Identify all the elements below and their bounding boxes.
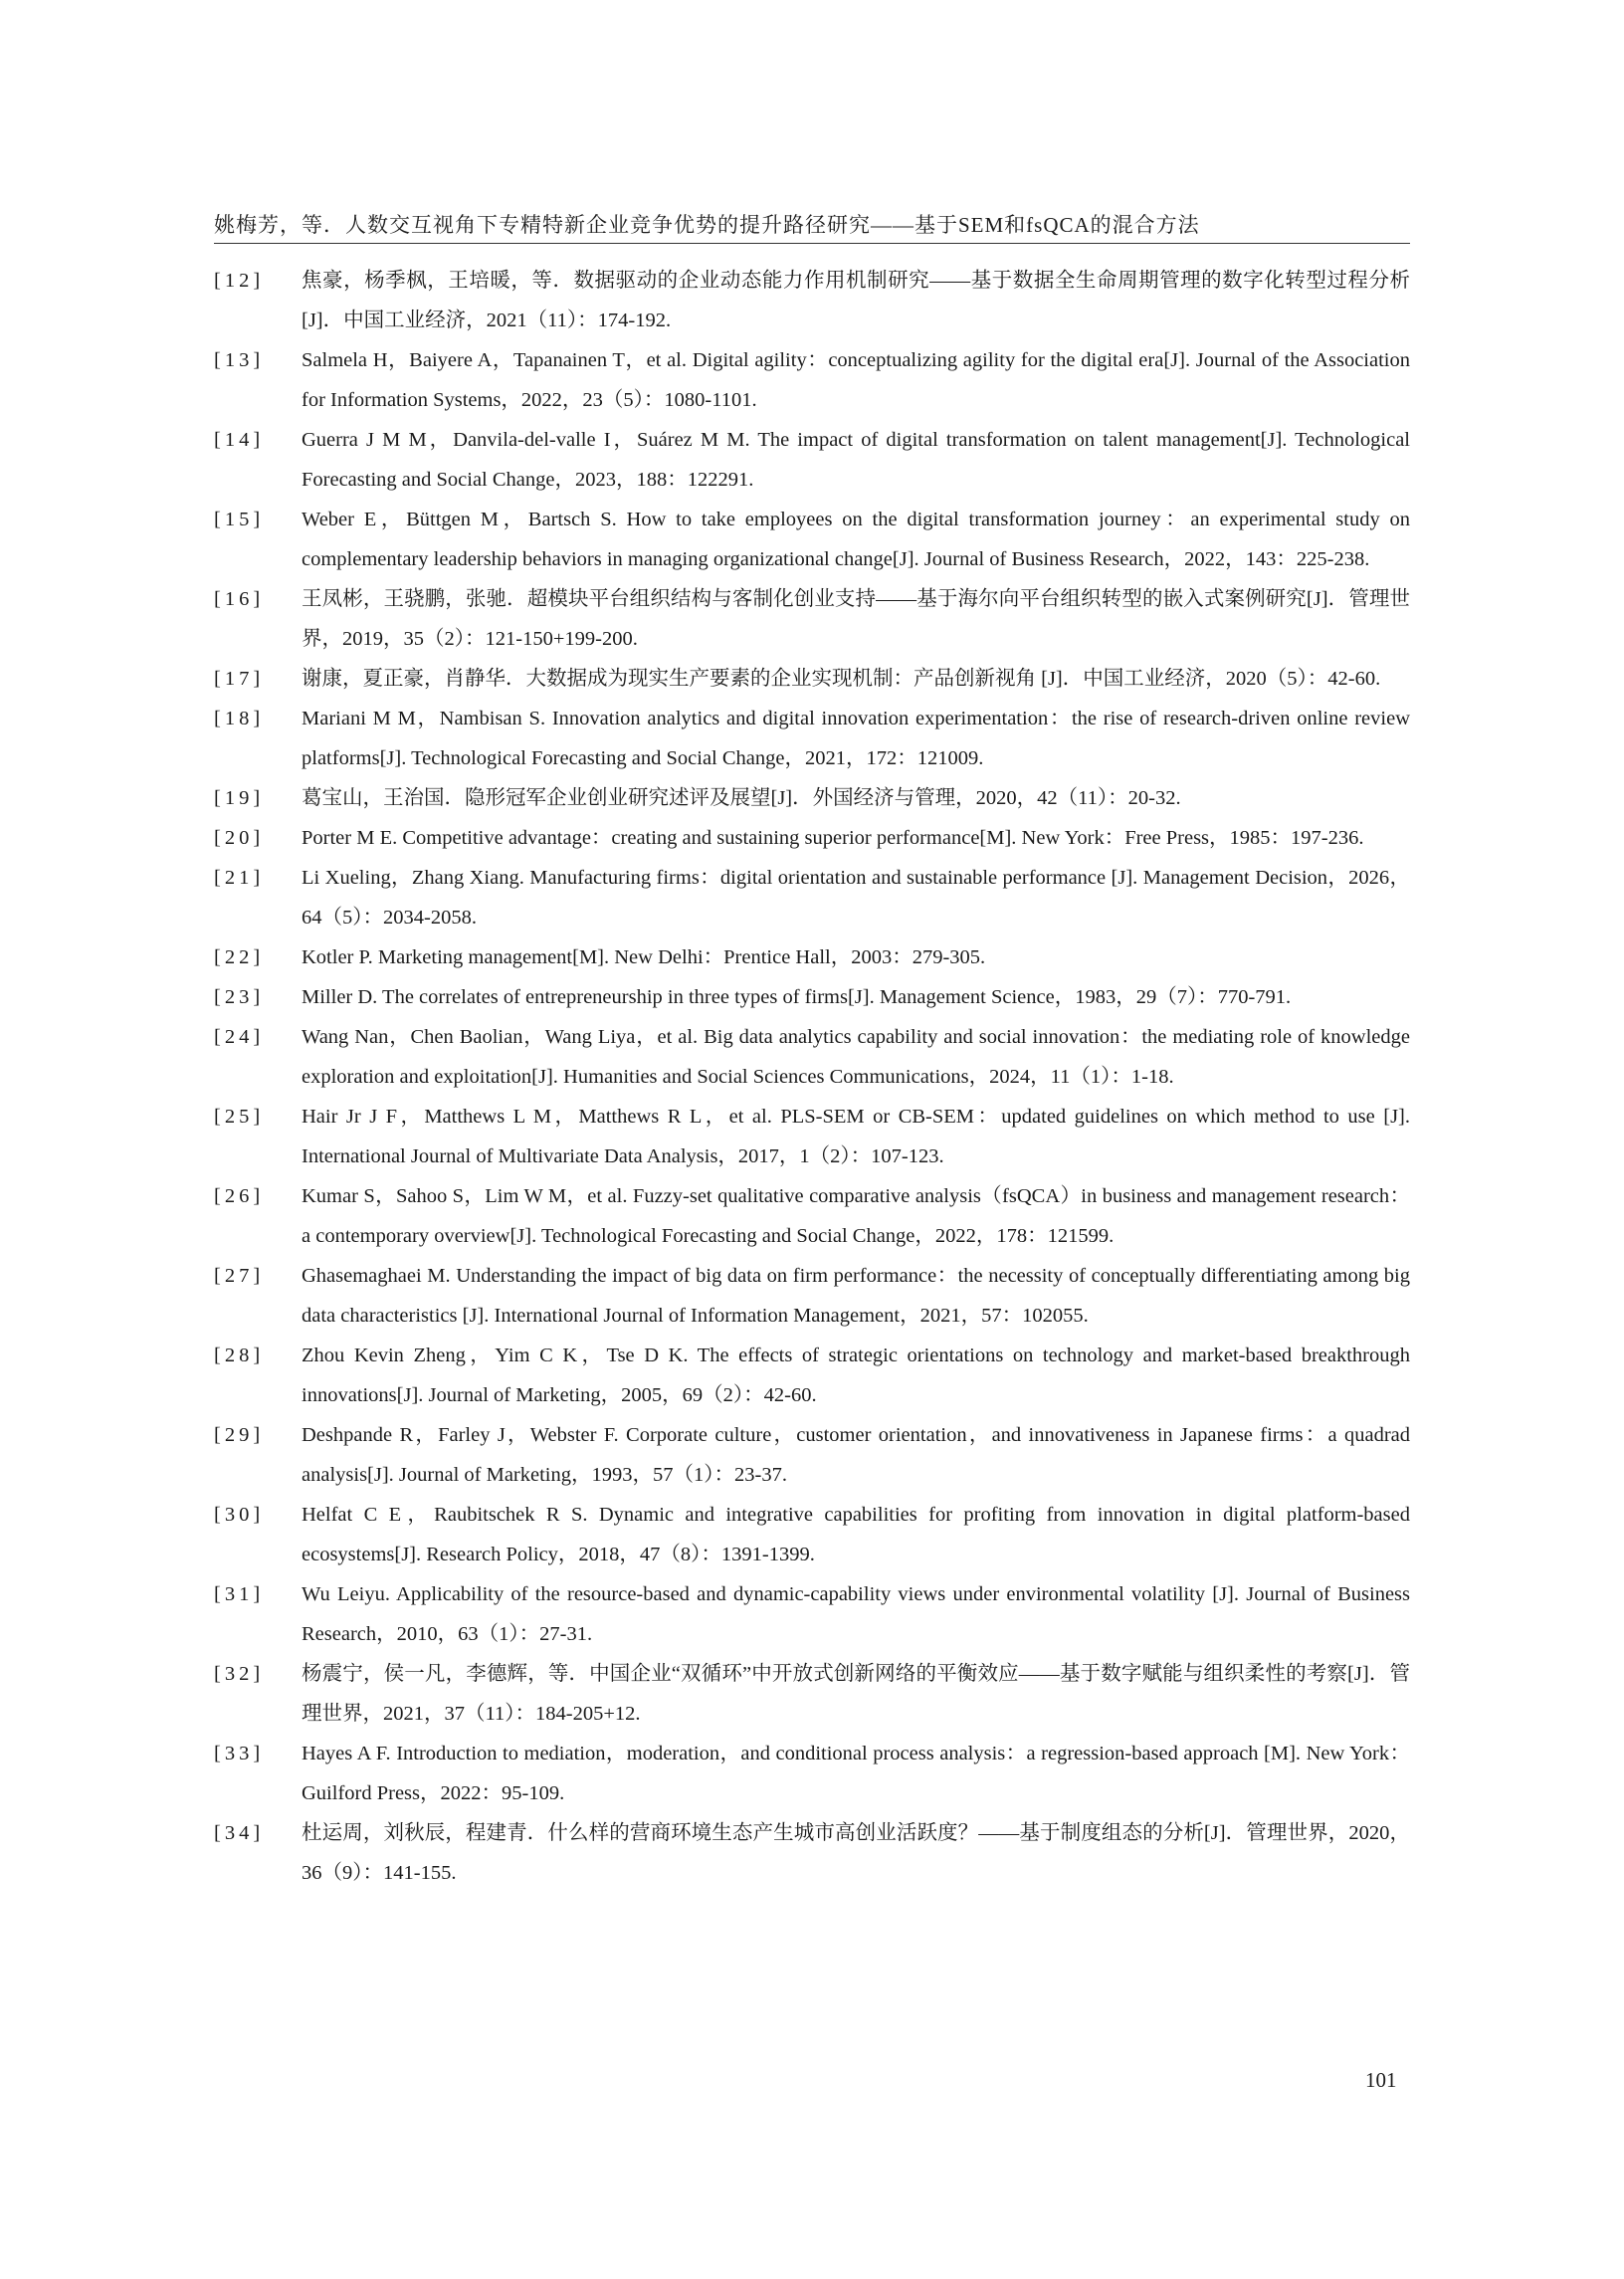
reference-text: 谢康，夏正豪，肖静华．大数据成为现实生产要素的企业实现机制：产品创新视角 [J]．中国工业经济，2020（5）：42-60. (302, 668, 1381, 690)
reference-number: [26] (214, 1185, 265, 1207)
reference-item (214, 1813, 1410, 1893)
reference-text: Kotler P. Marketing management[M]. New Delhi：Prentice Hall，2003：279-305. (302, 946, 986, 968)
reference-item (214, 1176, 1410, 1256)
reference-item (214, 340, 1410, 420)
reference-number: [25] (214, 1106, 265, 1128)
reference-text: Miller D. The correlates of entrepreneurship in three types of firms[J]. Management Science，1983，29（7）：770-791. (302, 986, 1292, 1008)
reference-number: [29] (214, 1424, 265, 1446)
reference-number: [19] (214, 787, 265, 809)
running-header: 姚梅芳，等．人数交互视角下专精特新企业竞争优势的提升路径研究——基于SEM和fsQCA的混合方法 (214, 213, 1200, 237)
reference-number: [18] (214, 708, 265, 729)
reference-item (214, 1415, 1410, 1495)
reference-text: 杨震宁，侯一凡，李德辉，等．中国企业“双循环”中开放式创新网络的平衡效应——基于数字赋能与组织柔性的考察[J]．管理世界，2021，37（11）：184-205+12. (302, 1663, 1410, 1725)
reference-number: [33] (214, 1743, 265, 1764)
reference-number: [15] (214, 509, 265, 530)
header-rule (214, 243, 1410, 244)
reference-item (214, 1734, 1410, 1813)
reference-item (214, 500, 1410, 579)
reference-number: [16] (214, 588, 265, 610)
reference-number: [22] (214, 946, 265, 968)
reference-item (214, 1495, 1410, 1574)
reference-text: Helfat C E，Raubitschek R S. Dynamic and integrative capabilities for profiting from innovation in digital platform-based ecosystems[J]. Research Policy，2018，47（8）：1391-1399. (302, 1504, 1410, 1565)
reference-number: [27] (214, 1265, 265, 1287)
reference-text: 杜运周，刘秋辰，程建青．什么样的营商环境生态产生城市高创业活跃度？——基于制度组态的分析[J]．管理世界，2020，36（9）：141-155. (302, 1822, 1410, 1884)
reference-item (214, 977, 1410, 1017)
reference-number: [14] (214, 429, 265, 451)
reference-number: [28] (214, 1345, 265, 1366)
reference-text: Zhou Kevin Zheng，Yim C K，Tse D K. The effects of strategic orientations on technology and market-based breakthrough innovations[J]. Journal of Marketing，2005，69（2）：42-60. (302, 1345, 1410, 1406)
reference-text: Li Xueling，Zhang Xiang. Manufacturing firms：digital orientation and sustainable performance [J]. Management Decision，2026，64（5）：2034-2058. (302, 867, 1410, 929)
reference-item (214, 858, 1410, 937)
reference-number: [31] (214, 1583, 265, 1605)
reference-number: [21] (214, 867, 265, 889)
reference-text: Weber E，Büttgen M，Bartsch S. How to take employees on the digital transformation journey：an experimental study on complementary leadership behaviors in managing organizational change[J]. Journal of Business Research，2022，143：225-238. (302, 509, 1410, 570)
reference-item (214, 1336, 1410, 1415)
reference-text: 葛宝山，王治国．隐形冠军企业创业研究述评及展望[J]．外国经济与管理，2020，42（11）：20-32. (302, 787, 1181, 809)
reference-number: [32] (214, 1663, 265, 1685)
reference-number: [24] (214, 1026, 265, 1048)
reference-text: Mariani M M，Nambisan S. Innovation analytics and digital innovation experimentation：the rise of research-driven online review platforms[J]. Technological Forecasting and Social Change，2021，172：121009. (302, 708, 1410, 769)
reference-text: 焦豪，杨季枫，王培暖，等．数据驱动的企业动态能力作用机制研究——基于数据全生命周期管理的数字化转型过程分析[J]．中国工业经济，2021（11）：174-192. (302, 270, 1410, 331)
reference-item (214, 778, 1410, 818)
reference-item (214, 1017, 1410, 1097)
reference-item (214, 1256, 1410, 1336)
reference-number: [30] (214, 1504, 265, 1526)
reference-number: [13] (214, 349, 265, 371)
reference-item (214, 1574, 1410, 1654)
reference-number: [34] (214, 1822, 265, 1844)
reference-list (214, 261, 1410, 1893)
reference-text: Ghasemaghaei M. Understanding the impact of big data on firm performance：the necessity of conceptually differentiating among big data characteristics [J]. International Journal of Information Management，2021，57：102055. (302, 1265, 1410, 1327)
reference-item (214, 659, 1410, 699)
reference-text: Guerra J M M，Danvila-del-valle I，Suárez M M. The impact of digital transformation on talent management[J]. Technological Forecasting and Social Change，2023，188：122291. (302, 429, 1410, 491)
reference-item (214, 818, 1410, 858)
reference-text: 王凤彬，王骁鹏，张驰．超模块平台组织结构与客制化创业支持——基于海尔向平台组织转型的嵌入式案例研究[J]．管理世界，2019，35（2）：121-150+199-200. (302, 588, 1410, 650)
reference-text: Hair Jr J F，Matthews L M，Matthews R L，et al. PLS-SEM or CB-SEM：updated guidelines on which method to use [J]. International Journal of Multivariate Data Analysis，2017，1（2）：107-123. (302, 1106, 1410, 1167)
reference-number: [23] (214, 986, 265, 1008)
reference-item (214, 261, 1410, 340)
reference-text: Porter M E. Competitive advantage：creating and sustaining superior performance[M]. New York：Free Press，1985：197-236. (302, 827, 1364, 849)
reference-text: Salmela H，Baiyere A，Tapanainen T，et al. Digital agility：conceptualizing agility for the digital era[J]. Journal of the Association for Information Systems，2022，23（5）：1080-1101. (302, 349, 1410, 411)
reference-item (214, 579, 1410, 659)
page-number: 101 (1365, 2068, 1397, 2092)
reference-number: [12] (214, 270, 265, 292)
reference-item (214, 1097, 1410, 1176)
reference-item (214, 699, 1410, 778)
reference-text: Deshpande R，Farley J，Webster F. Corporate culture，customer orientation，and innovativeness in Japanese firms：a quadrad analysis[J]. Journal of Marketing，1993，57（1）：23-37. (302, 1424, 1410, 1486)
reference-item (214, 1654, 1410, 1734)
reference-item (214, 937, 1410, 977)
reference-text: Wang Nan，Chen Baolian，Wang Liya，et al. Big data analytics capability and social innovation：the mediating role of knowledge exploration and exploitation[J]. Humanities and Social Sciences Communications，2024，11（1）：1-18. (302, 1026, 1410, 1088)
reference-item (214, 420, 1410, 500)
reference-number: [17] (214, 668, 265, 690)
reference-text: Kumar S，Sahoo S，Lim W M，et al. Fuzzy-set qualitative comparative analysis（fsQCA）in business and management research：a contemporary overview[J]. Technological Forecasting and Social Change，2022，178：121599. (302, 1185, 1410, 1247)
reference-text: Hayes A F. Introduction to mediation，moderation，and conditional process analysis：a regression-based approach [M]. New York：Guilford Press，2022：95-109. (302, 1743, 1410, 1804)
reference-number: [20] (214, 827, 265, 849)
reference-text: Wu Leiyu. Applicability of the resource-based and dynamic-capability views under environmental volatility [J]. Journal of Business Research，2010，63（1）：27-31. (302, 1583, 1410, 1645)
